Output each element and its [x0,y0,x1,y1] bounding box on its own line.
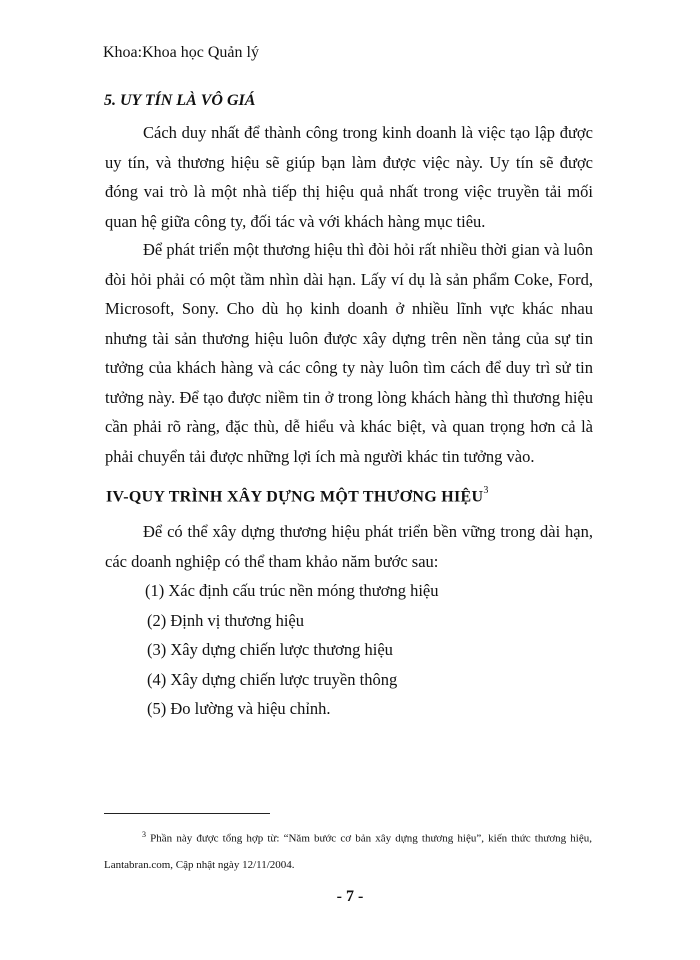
section-iv-intro: Để có thể xây dựng thương hiệu phát triển bền vững trong dài hạn, các doanh nghiệp có thể tham khảo năm bước sau: [105,522,593,571]
step-item: (2) Định vị thương hiệu [147,610,304,630]
step-item: (1) Xác định cấu trúc nền móng thương hiệu [145,581,439,600]
section-iv-heading [106,487,489,506]
step-item: (3) Xây dựng chiến lược thương hiệu [147,640,393,659]
step-item: (5) Đo lường và hiệu chỉnh. [147,699,331,718]
footnote-reference[interactable]: 3 [483,485,489,496]
steps-list [145,576,439,724]
footnote [104,822,592,878]
page-number: - 7 - [336,888,364,905]
footnote-text: Phần này được tổng hợp từ: “Năm bước cơ bản xây dựng thương hiệu”, kiến thức thương hiệu, Lantabran.com, Cập nhật ngày 12/11/2004. [104,832,592,871]
footnote-marker: 3 [142,830,146,839]
step-item: (4) Xây dựng chiến lược truyền thông [147,669,398,689]
section-5-paragraph-1: Cách duy nhất để thành công trong kinh doanh là việc tạo lập được uy tín, và thương hiệu sẽ giúp bạn làm được việc này. Uy tín sẽ được đóng vai trò là một nhà tiếp thị hiệu quả nhất trong việc truyền tải mối quan hệ giữa công ty, đối tác và với khách hàng mục tiêu. [105,123,593,231]
section-5-heading: 5. UY TÍN LÀ VÔ GIÁ [104,92,256,109]
page-header: Khoa:Khoa học Quản lý [103,44,259,61]
section-5-paragraph-2: Để phát triển một thương hiệu thì đòi hỏi rất nhiều thời gian và luôn đòi hỏi phải có một tầm nhìn dài hạn. Lấy ví dụ là sản phẩm Coke, Ford, Microsoft, Sony. Cho dù họ kinh doanh ở nhiều lĩnh vực khác nhau nhưng tài sản thương hiệu luôn được xây dựng trên nền tảng của sự tin tưởng của khách hàng và các công ty này luôn tìm cách để duy trì sử tin tưởng này. Để tạo được niềm tin ở trong lòng khách hàng thì thương hiệu cần phải rõ ràng, đặc thù, dễ hiểu và khác biệt, và quan trọng hơn cả là phải chuyển tải được những lợi ích mà người khác tin tưởng vào. [105,240,593,466]
section-iv-heading-text: IV-QUY TRÌNH XÂY DỰNG MỘT THƯƠNG HIỆU [106,488,484,506]
footnote-divider [104,813,270,814]
